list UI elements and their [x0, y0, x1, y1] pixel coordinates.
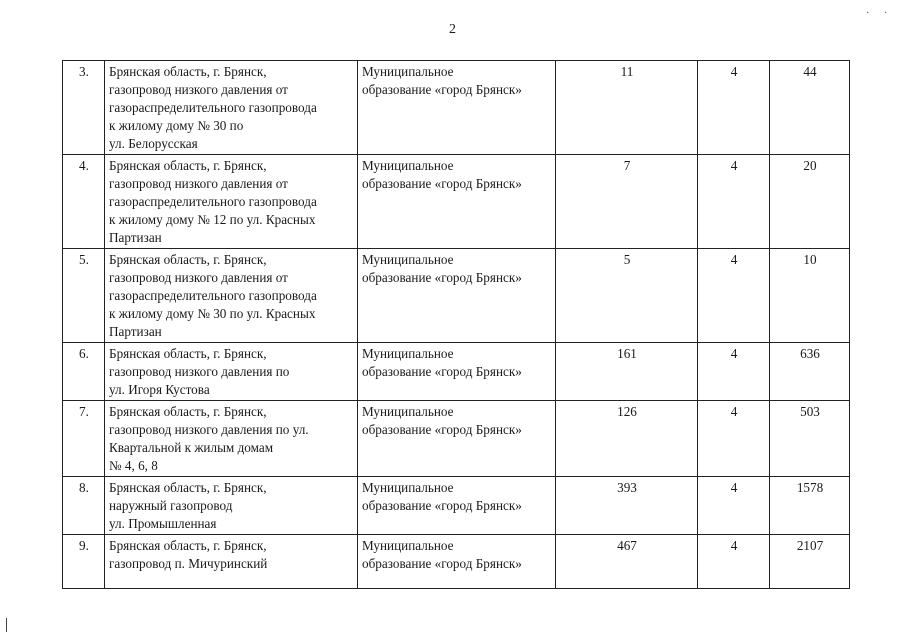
object-line: Брянская область, г. Брянск,: [109, 346, 267, 361]
value-cell: 4: [698, 477, 770, 535]
value-cell: 161: [556, 343, 698, 401]
object-description: [105, 401, 358, 477]
object-line: ул. Белорусская: [109, 136, 198, 151]
owner: [358, 155, 556, 249]
value-cell: 7: [556, 155, 698, 249]
owner-line: Муниципальное: [362, 346, 454, 361]
value-cell: 20: [770, 155, 850, 249]
owner-line: Муниципальное: [362, 252, 454, 267]
object-description: [105, 249, 358, 343]
object-line: Брянская область, г. Брянск,: [109, 252, 267, 267]
object-line: к жилому дому № 30 по: [109, 118, 244, 133]
value-cell: 4: [698, 343, 770, 401]
object-line: Брянская область, г. Брянск,: [109, 64, 267, 79]
object-line: газопровод низкого давления от: [109, 82, 288, 97]
object-description: [105, 343, 358, 401]
owner-line: Муниципальное: [362, 64, 454, 79]
owner-line: образование «город Брянск»: [362, 556, 522, 571]
value-cell: 636: [770, 343, 850, 401]
table-row: [63, 343, 850, 401]
row-number: 6.: [63, 343, 105, 401]
object-line: газораспределительного газопровода: [109, 194, 317, 209]
owner-line: Муниципальное: [362, 158, 454, 173]
owner: [358, 477, 556, 535]
value-cell: 11: [556, 61, 698, 155]
owner: [358, 401, 556, 477]
value-cell: 503: [770, 401, 850, 477]
object-line: Партизан: [109, 324, 162, 339]
owner-line: образование «город Брянск»: [362, 270, 522, 285]
value-cell: 4: [698, 535, 770, 589]
row-number: 9.: [63, 535, 105, 589]
value-cell: 4: [698, 401, 770, 477]
row-number: 3.: [63, 61, 105, 155]
owner-line: Муниципальное: [362, 538, 454, 553]
object-line: Брянская область, г. Брянск,: [109, 404, 267, 419]
object-line: к жилому дому № 30 по ул. Красных: [109, 306, 316, 321]
owner-line: Муниципальное: [362, 480, 454, 495]
row-number: 7.: [63, 401, 105, 477]
value-cell: 393: [556, 477, 698, 535]
value-cell: 2107: [770, 535, 850, 589]
page-number: 2: [449, 22, 456, 37]
value-cell: 4: [698, 155, 770, 249]
table-row: [63, 249, 850, 343]
row-number: 5.: [63, 249, 105, 343]
scan-edge-mark: [6, 618, 7, 632]
owner-line: Муниципальное: [362, 404, 454, 419]
owner: [358, 535, 556, 589]
object-line: Брянская область, г. Брянск,: [109, 158, 267, 173]
value-cell: 126: [556, 401, 698, 477]
object-line: № 4, 6, 8: [109, 458, 158, 473]
object-line: газопровод низкого давления по ул.: [109, 422, 309, 437]
object-line: наружный газопровод: [109, 498, 233, 513]
owner-line: образование «город Брянск»: [362, 176, 522, 191]
object-line: газопровод п. Мичуринский: [109, 556, 268, 571]
owner-line: образование «город Брянск»: [362, 364, 522, 379]
owner-line: образование «город Брянск»: [362, 82, 522, 97]
value-cell: 44: [770, 61, 850, 155]
value-cell: 4: [698, 61, 770, 155]
object-line: газораспределительного газопровода: [109, 288, 317, 303]
owner: [358, 343, 556, 401]
table-row: [63, 155, 850, 249]
object-line: ул. Промышленная: [109, 516, 217, 531]
row-number: 4.: [63, 155, 105, 249]
object-line: газораспределительного газопровода: [109, 100, 317, 115]
value-cell: 10: [770, 249, 850, 343]
row-number: 8.: [63, 477, 105, 535]
table-row: [63, 535, 850, 589]
object-description: [105, 61, 358, 155]
table-row: [63, 477, 850, 535]
object-line: газопровод низкого давления от: [109, 270, 288, 285]
object-line: Брянская область, г. Брянск,: [109, 480, 267, 495]
value-cell: 1578: [770, 477, 850, 535]
owner: [358, 249, 556, 343]
object-line: Партизан: [109, 230, 162, 245]
scan-mark: ·: [884, 8, 888, 19]
owner-line: образование «город Брянск»: [362, 422, 522, 437]
scan-mark: ·: [866, 8, 870, 19]
gas-pipeline-table: [62, 60, 850, 589]
object-line: Квартальной к жилым домам: [109, 440, 274, 455]
table-row: [63, 401, 850, 477]
object-line: газопровод низкого давления от: [109, 176, 288, 191]
object-line: Брянская область, г. Брянск,: [109, 538, 267, 553]
object-line: ул. Игоря Кустова: [109, 382, 210, 397]
value-cell: 467: [556, 535, 698, 589]
object-line: газопровод низкого давления по: [109, 364, 290, 379]
owner: [358, 61, 556, 155]
value-cell: 5: [556, 249, 698, 343]
value-cell: 4: [698, 249, 770, 343]
table-row: [63, 61, 850, 155]
owner-line: образование «город Брянск»: [362, 498, 522, 513]
object-description: [105, 535, 358, 589]
object-line: к жилому дому № 12 по ул. Красных: [109, 212, 316, 227]
object-description: [105, 155, 358, 249]
object-description: [105, 477, 358, 535]
